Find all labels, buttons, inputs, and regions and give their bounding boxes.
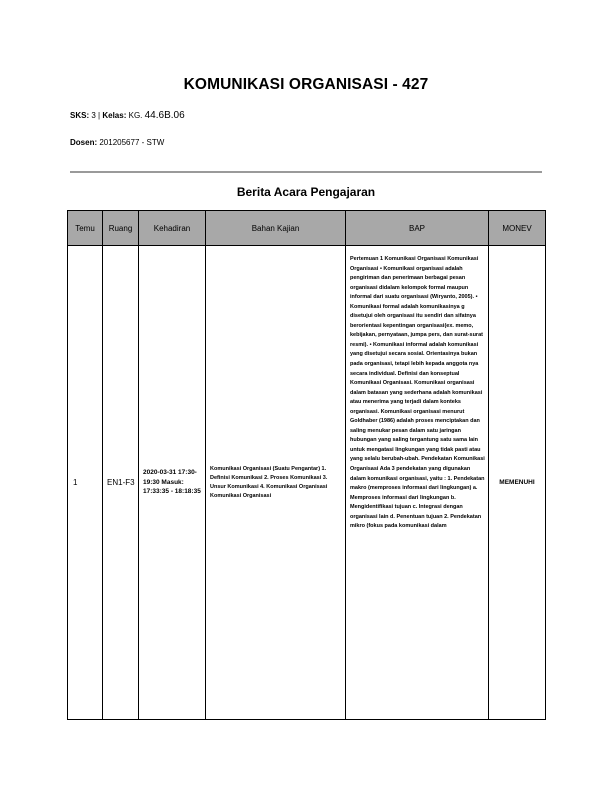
cell-bap — [346, 246, 489, 720]
table-row — [68, 246, 546, 720]
dosen-label: Dosen: — [70, 138, 98, 147]
sks-label: SKS: — [70, 111, 90, 120]
table-header-row — [68, 211, 546, 246]
kelas-value: 44.6B.06 — [144, 110, 185, 121]
kelas-label: Kelas: — [102, 111, 127, 120]
section-title: Berita Acara Pengajaran — [236, 185, 376, 199]
cell-bahan-kajian: Komunikasi Organisasi (Suatu Pengantar) 1. Definisi Komunikasi 2. Proses Komunikasi 3. Unsur Komunikasi 4. Komunikasi Organisasi Komunikasi Organisasi — [206, 246, 346, 720]
bap-text: Pertemuan 1 Komunikasi Organisasi Komunikasi Organisasi • Komunikasi organisasi adalah pengiriman dan penerimaan berbagai pesan organisasi didalam kelompok formal maupun informal dari suatu organisasi (Wiryanto, 2005). • Komunikasi formal adalah komunikasinya g disetujui oleh organisasi itu sendiri dan sifatnya berorientasi kepentingan organisasi(ex. memo, kebijakan, pernyataan, jumpa pers, dan surat-surat resmi). • Komunikasi informal adalah komunikasi yang disetujui secara sosial. Orientasinya bukan pada organisasi, tetapi lebih kepada anggota nya secara individual. Definisi dan konseptual Komunikasi Organisasi. Komunikasi organisasi dalam batasan yang sederhana adalah komunikasi atau menerima yang terjadi dalam konteks organisasi. Komunikasi organisasi menurut Goldhaber (1986) adalah proses menciptakan dan saling menukar pesan dalam satu jaringan hubungan yang saling tergantung satu sama lain untuk mengatasi lingkungan yang tidak pasti atau yang selalu berubah-ubah. Pendekatan Komunikasi Organisasi Ada 3 pendekatan yang digunakan dalam komunikasi organisasi, yaitu : 1. Pendekatan makro (memproses informasi dari lingkungan) a. Memproses informasi dari lingkungan b. Mengidentifikasi tujuan c. Integrasi dengan organisasi lain d. Penentuan tujuan 2. Pendekatan mikro (fokus pada komunikasi dalam — [350, 256, 485, 530]
header-bap: BAP — [346, 211, 489, 246]
header-bahan-kajian: Bahan Kajian — [206, 211, 346, 246]
course-meta-dosen — [70, 138, 164, 147]
kelas-prefix: KG. — [128, 111, 143, 120]
header-ruang: Ruang — [103, 211, 139, 246]
cell-monev: MEMENUHI — [489, 246, 546, 720]
cell-ruang: EN1-F3 — [103, 246, 139, 720]
sks-value: 3 — [91, 111, 96, 120]
cell-kehadiran: 2020-03-31 17:30-19:30 Masuk: 17:33:35 - 18:18:35 — [139, 246, 206, 720]
course-meta-sks-kelas — [70, 110, 185, 121]
bap-table — [67, 210, 546, 720]
header-divider — [70, 171, 542, 173]
dosen-value: 201205677 - STW — [99, 138, 165, 147]
header-kehadiran: Kehadiran — [139, 211, 206, 246]
document-title: KOMUNIKASI ORGANISASI - 427 — [183, 76, 429, 93]
meta-separator: | — [98, 111, 101, 120]
cell-temu: 1 — [68, 246, 103, 720]
header-temu: Temu — [68, 211, 103, 246]
header-monev: MONEV — [489, 211, 546, 246]
